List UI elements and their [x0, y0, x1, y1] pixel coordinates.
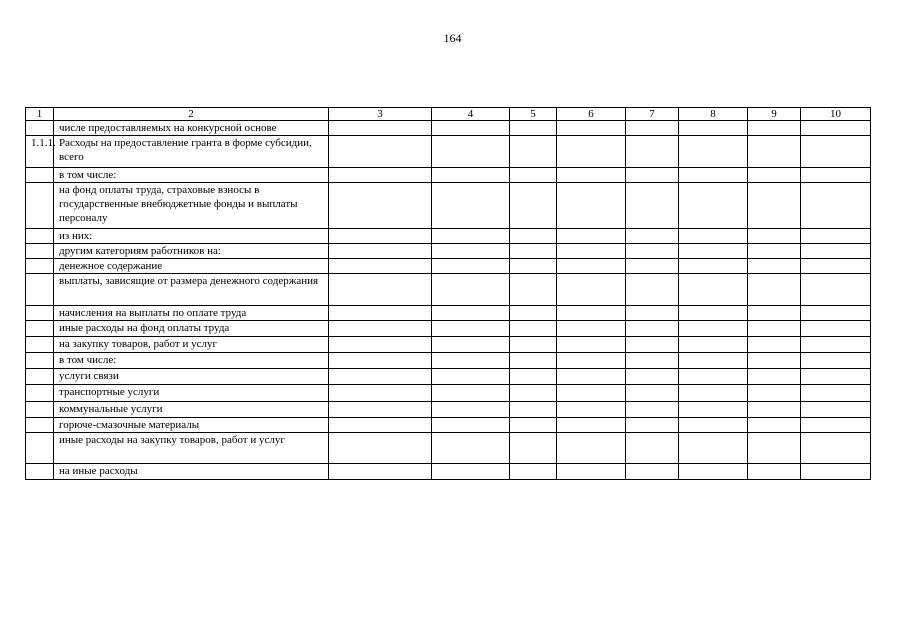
row-label-cell: в том числе: [54, 353, 329, 369]
value-cell-col-9 [748, 433, 801, 464]
value-cell-col-8 [679, 244, 748, 259]
value-cell-col-6 [557, 229, 626, 244]
value-cell-col-9 [748, 337, 801, 353]
value-cell-col-10 [801, 183, 871, 229]
value-cell-col-5 [510, 464, 557, 480]
value-cell-col-8 [679, 337, 748, 353]
value-cell-col-8 [679, 168, 748, 183]
value-cell-col-3 [329, 244, 432, 259]
table-row [26, 418, 871, 433]
row-number-cell [26, 229, 54, 244]
value-cell-col-10 [801, 433, 871, 464]
table-row [26, 321, 871, 337]
value-cell-col-7 [626, 229, 679, 244]
value-cell-col-10 [801, 306, 871, 321]
row-number-cell [26, 353, 54, 369]
table-row [26, 168, 871, 183]
value-cell-col-8 [679, 321, 748, 337]
row-label-cell: Расходы на предоставление гранта в форме субсидии, всего [54, 136, 329, 168]
value-cell-col-8 [679, 183, 748, 229]
row-number-cell [26, 337, 54, 353]
value-cell-col-6 [557, 418, 626, 433]
value-cell-col-3 [329, 418, 432, 433]
table-row [26, 402, 871, 418]
value-cell-col-8 [679, 433, 748, 464]
value-cell-col-8 [679, 306, 748, 321]
value-cell-col-10 [801, 259, 871, 274]
value-cell-col-8 [679, 418, 748, 433]
value-cell-col-9 [748, 306, 801, 321]
column-header: 2 [54, 108, 329, 121]
value-cell-col-3 [329, 183, 432, 229]
value-cell-col-10 [801, 385, 871, 402]
row-number-cell [26, 306, 54, 321]
value-cell-col-6 [557, 274, 626, 306]
row-number-cell [26, 464, 54, 480]
column-header: 9 [748, 108, 801, 121]
row-number-cell [26, 402, 54, 418]
table-row [26, 183, 871, 229]
value-cell-col-9 [748, 259, 801, 274]
value-cell-col-3 [329, 353, 432, 369]
value-cell-col-10 [801, 168, 871, 183]
row-number-cell [26, 121, 54, 136]
value-cell-col-7 [626, 121, 679, 136]
value-cell-col-6 [557, 121, 626, 136]
value-cell-col-7 [626, 464, 679, 480]
column-header: 4 [432, 108, 510, 121]
value-cell-col-4 [432, 229, 510, 244]
value-cell-col-5 [510, 229, 557, 244]
table-row [26, 121, 871, 136]
value-cell-col-9 [748, 321, 801, 337]
row-label-cell: на закупку товаров, работ и услуг [54, 337, 329, 353]
value-cell-col-7 [626, 306, 679, 321]
value-cell-col-4 [432, 121, 510, 136]
value-cell-col-5 [510, 353, 557, 369]
value-cell-col-9 [748, 274, 801, 306]
value-cell-col-10 [801, 244, 871, 259]
column-header: 3 [329, 108, 432, 121]
value-cell-col-3 [329, 337, 432, 353]
value-cell-col-7 [626, 274, 679, 306]
value-cell-col-5 [510, 369, 557, 385]
table-row [26, 337, 871, 353]
value-cell-col-5 [510, 274, 557, 306]
value-cell-col-10 [801, 229, 871, 244]
table-row [26, 464, 871, 480]
value-cell-col-4 [432, 136, 510, 168]
value-cell-col-5 [510, 168, 557, 183]
value-cell-col-6 [557, 337, 626, 353]
value-cell-col-5 [510, 433, 557, 464]
value-cell-col-5 [510, 385, 557, 402]
column-header: 10 [801, 108, 871, 121]
row-number-cell [26, 321, 54, 337]
value-cell-col-7 [626, 168, 679, 183]
value-cell-col-5 [510, 183, 557, 229]
page-number: 164 [443, 31, 462, 45]
table-row [26, 259, 871, 274]
value-cell-col-7 [626, 183, 679, 229]
value-cell-col-7 [626, 259, 679, 274]
value-cell-col-7 [626, 433, 679, 464]
value-cell-col-7 [626, 337, 679, 353]
value-cell-col-6 [557, 244, 626, 259]
row-label-cell: начисления на выплаты по оплате труда [54, 306, 329, 321]
value-cell-col-8 [679, 402, 748, 418]
value-cell-col-5 [510, 259, 557, 274]
value-cell-col-4 [432, 183, 510, 229]
table-row [26, 306, 871, 321]
value-cell-col-3 [329, 306, 432, 321]
table-row [26, 274, 871, 306]
value-cell-col-3 [329, 136, 432, 168]
row-number-cell [26, 259, 54, 274]
value-cell-col-9 [748, 136, 801, 168]
table-row [26, 385, 871, 402]
value-cell-col-5 [510, 121, 557, 136]
value-cell-col-3 [329, 464, 432, 480]
table-row [26, 244, 871, 259]
value-cell-col-3 [329, 259, 432, 274]
row-label-cell: коммунальные услуги [54, 402, 329, 418]
row-label-cell: другим категориям работников на: [54, 244, 329, 259]
value-cell-col-4 [432, 244, 510, 259]
value-cell-col-3 [329, 385, 432, 402]
row-label-cell: услуги связи [54, 369, 329, 385]
value-cell-col-6 [557, 321, 626, 337]
column-header: 8 [679, 108, 748, 121]
row-label-cell: денежное содержание [54, 259, 329, 274]
value-cell-col-3 [329, 229, 432, 244]
table-row [26, 229, 871, 244]
value-cell-col-4 [432, 168, 510, 183]
row-number-cell [26, 369, 54, 385]
value-cell-col-9 [748, 385, 801, 402]
value-cell-col-7 [626, 321, 679, 337]
row-number-cell [26, 433, 54, 464]
value-cell-col-6 [557, 306, 626, 321]
value-cell-col-7 [626, 385, 679, 402]
row-number-cell [26, 385, 54, 402]
value-cell-col-10 [801, 369, 871, 385]
value-cell-col-8 [679, 369, 748, 385]
value-cell-col-10 [801, 418, 871, 433]
value-cell-col-7 [626, 136, 679, 168]
value-cell-col-7 [626, 244, 679, 259]
value-cell-col-5 [510, 136, 557, 168]
value-cell-col-4 [432, 321, 510, 337]
value-cell-col-6 [557, 168, 626, 183]
value-cell-col-6 [557, 259, 626, 274]
value-cell-col-10 [801, 274, 871, 306]
value-cell-col-3 [329, 369, 432, 385]
column-header: 5 [510, 108, 557, 121]
value-cell-col-10 [801, 337, 871, 353]
value-cell-col-6 [557, 136, 626, 168]
value-cell-col-9 [748, 244, 801, 259]
column-header: 1 [26, 108, 54, 121]
value-cell-col-4 [432, 337, 510, 353]
value-cell-col-7 [626, 402, 679, 418]
row-label-cell: иные расходы на фонд оплаты труда [54, 321, 329, 337]
row-number-cell: 1.1.1. [26, 136, 54, 168]
value-cell-col-10 [801, 121, 871, 136]
value-cell-col-3 [329, 121, 432, 136]
value-cell-col-10 [801, 464, 871, 480]
value-cell-col-6 [557, 402, 626, 418]
value-cell-col-4 [432, 385, 510, 402]
row-label-cell: горюче-смазочные материалы [54, 418, 329, 433]
row-label-cell: выплаты, зависящие от размера денежного содержания [54, 274, 329, 306]
value-cell-col-6 [557, 369, 626, 385]
row-label-cell: на фонд оплаты труда, страховые взносы в государственные внебюджетные фонды и выплаты персоналу [54, 183, 329, 229]
row-number-cell [26, 274, 54, 306]
value-cell-col-4 [432, 464, 510, 480]
value-cell-col-3 [329, 402, 432, 418]
table-row [26, 369, 871, 385]
value-cell-col-4 [432, 259, 510, 274]
expense-table [25, 107, 871, 480]
value-cell-col-8 [679, 136, 748, 168]
table-row [26, 433, 871, 464]
row-label-cell: числе предоставляемых на конкурсной основе [54, 121, 329, 136]
value-cell-col-9 [748, 402, 801, 418]
value-cell-col-5 [510, 244, 557, 259]
value-cell-col-8 [679, 385, 748, 402]
value-cell-col-8 [679, 464, 748, 480]
row-label-cell: иные расходы на закупку товаров, работ и услуг [54, 433, 329, 464]
table-row [26, 136, 871, 168]
value-cell-col-10 [801, 402, 871, 418]
value-cell-col-4 [432, 353, 510, 369]
row-number-cell [26, 418, 54, 433]
value-cell-col-5 [510, 306, 557, 321]
value-cell-col-10 [801, 321, 871, 337]
value-cell-col-8 [679, 121, 748, 136]
value-cell-col-4 [432, 306, 510, 321]
column-number-row [26, 108, 871, 121]
value-cell-col-7 [626, 369, 679, 385]
value-cell-col-3 [329, 433, 432, 464]
value-cell-col-9 [748, 418, 801, 433]
value-cell-col-6 [557, 433, 626, 464]
value-cell-col-6 [557, 385, 626, 402]
value-cell-col-10 [801, 136, 871, 168]
value-cell-col-4 [432, 274, 510, 306]
row-number-cell [26, 244, 54, 259]
value-cell-col-6 [557, 464, 626, 480]
value-cell-col-4 [432, 433, 510, 464]
row-label-cell: из них: [54, 229, 329, 244]
value-cell-col-9 [748, 229, 801, 244]
value-cell-col-9 [748, 121, 801, 136]
value-cell-col-4 [432, 418, 510, 433]
row-label-cell: на иные расходы [54, 464, 329, 480]
value-cell-col-8 [679, 229, 748, 244]
value-cell-col-9 [748, 168, 801, 183]
value-cell-col-5 [510, 418, 557, 433]
column-header: 7 [626, 108, 679, 121]
value-cell-col-3 [329, 274, 432, 306]
value-cell-col-7 [626, 418, 679, 433]
value-cell-col-8 [679, 274, 748, 306]
column-header: 6 [557, 108, 626, 121]
value-cell-col-4 [432, 402, 510, 418]
table-row [26, 353, 871, 369]
value-cell-col-5 [510, 402, 557, 418]
value-cell-col-9 [748, 353, 801, 369]
row-number-cell [26, 183, 54, 229]
value-cell-col-4 [432, 369, 510, 385]
value-cell-col-7 [626, 353, 679, 369]
value-cell-col-6 [557, 183, 626, 229]
value-cell-col-9 [748, 369, 801, 385]
value-cell-col-3 [329, 321, 432, 337]
row-label-cell: в том числе: [54, 168, 329, 183]
value-cell-col-8 [679, 353, 748, 369]
value-cell-col-5 [510, 337, 557, 353]
row-label-cell: транспортные услуги [54, 385, 329, 402]
value-cell-col-8 [679, 259, 748, 274]
value-cell-col-10 [801, 353, 871, 369]
value-cell-col-6 [557, 353, 626, 369]
value-cell-col-9 [748, 464, 801, 480]
row-number-cell [26, 168, 54, 183]
value-cell-col-5 [510, 321, 557, 337]
value-cell-col-9 [748, 183, 801, 229]
value-cell-col-3 [329, 168, 432, 183]
